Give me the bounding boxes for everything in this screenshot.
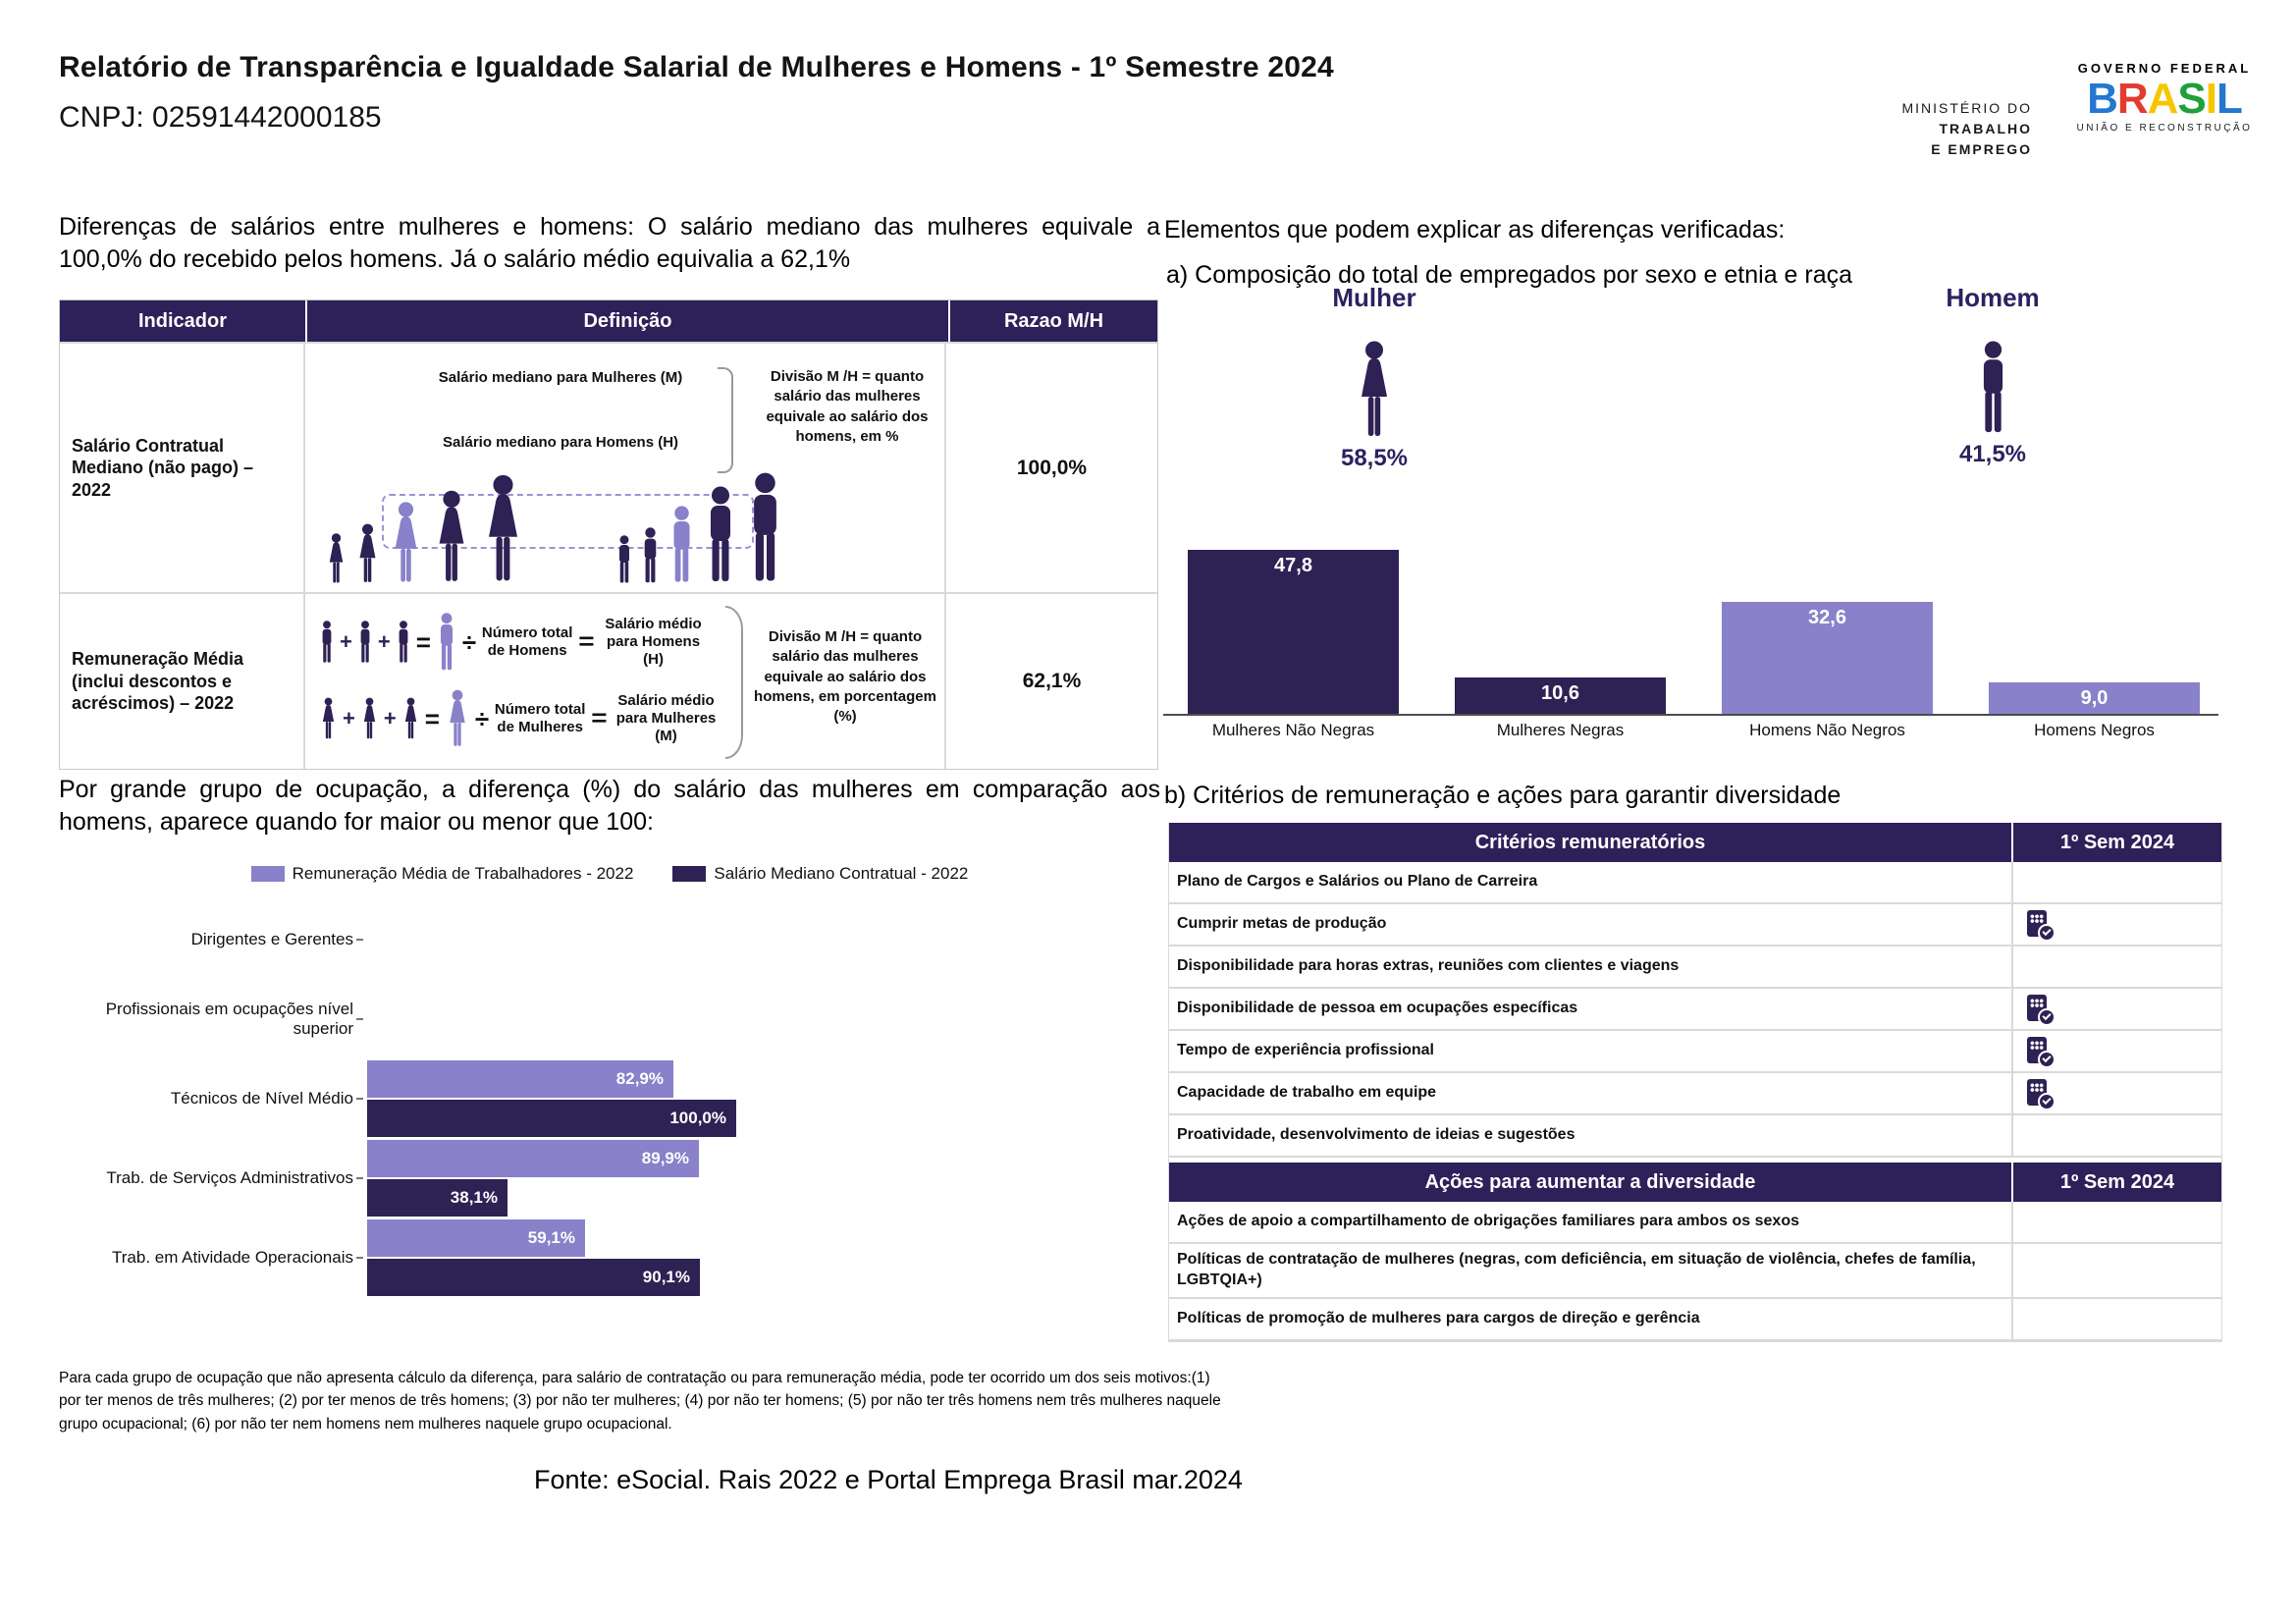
man-icon — [1976, 341, 2010, 435]
plus-operator: + — [383, 706, 397, 730]
ratio-value: 100,0% — [1016, 456, 1088, 479]
mulher-summary — [1296, 283, 1453, 472]
legend-item-remuneracao — [251, 864, 634, 884]
mulher-percentage: 58,5% — [1340, 445, 1409, 471]
bar — [367, 1259, 700, 1296]
homem-percentage: 41,5% — [1958, 441, 2027, 467]
governo-federal-label: GOVERNO FEDERAL — [2077, 61, 2252, 76]
man-icon — [319, 621, 335, 664]
bar — [1722, 602, 1933, 714]
axis-tick — [356, 1177, 363, 1179]
bar — [367, 1140, 699, 1177]
ministry-line: E EMPREGO — [1931, 141, 2032, 157]
divide-operator: ÷ — [474, 703, 490, 733]
occupation-bar-chart — [59, 899, 1160, 1297]
ministry-line: MINISTÉRIO DO — [1901, 100, 2032, 116]
formula-men — [319, 604, 731, 680]
woman-icon — [319, 697, 338, 740]
building-check-icon — [2027, 1037, 2055, 1066]
formula-label: Salário médio para Mulheres (M) — [615, 692, 717, 744]
formula-women — [319, 680, 731, 757]
brasil-letter: A — [2147, 75, 2178, 123]
building-check-icon — [2027, 910, 2055, 940]
definition-note: Divisão M /H = quanto salário das mulheres equivale ao salário dos homens, em porcentagem (%) — [754, 628, 936, 725]
man-icon — [640, 527, 661, 584]
occupation-row — [59, 1058, 1160, 1138]
composition-chart-axis — [1163, 714, 2218, 716]
men-pictogram — [357, 621, 373, 664]
criterios-row-label: Cumprir metas de produção — [1169, 904, 2013, 945]
source-line: Fonte: eSocial. Rais 2022 e Portal Emprega Brasil mar.2024 — [534, 1465, 1243, 1494]
criterios-row — [1169, 1073, 2221, 1115]
criterios-period-label: 1º Sem 2024 — [2059, 832, 2175, 853]
acoes-row — [1169, 1299, 2221, 1341]
occupation-row — [59, 1138, 1160, 1217]
bar — [1188, 550, 1399, 714]
bar — [1989, 682, 2200, 714]
population-pictogram — [325, 472, 785, 584]
table-row-salario-mediano — [60, 342, 1157, 592]
bar-value-label: 38,1% — [450, 1187, 498, 1207]
equals-operator: = — [591, 705, 608, 731]
occupation-category-label: Trab. de Serviços Administrativos — [106, 1167, 353, 1187]
occupation-row — [59, 899, 1160, 979]
indicator-table — [59, 299, 1158, 770]
criterios-table-header — [1169, 823, 2221, 862]
woman-highlight-pictogram — [445, 689, 470, 748]
divide-operator: ÷ — [461, 626, 477, 657]
definition-cell — [305, 344, 946, 592]
legend-swatch-light — [251, 866, 285, 882]
axis-tick — [356, 939, 363, 941]
criterios-header-label: Critérios remuneratórios — [1169, 823, 2013, 862]
composition-bar-column — [1188, 547, 1399, 714]
occupation-category-label: Profissionais em ocupações nível superior — [105, 999, 353, 1038]
man-icon — [667, 506, 696, 584]
brasil-letter: I — [2205, 75, 2217, 123]
composition-chart-categories — [1188, 721, 2200, 740]
legend-label: Salário Mediano Contratual - 2022 — [714, 864, 969, 883]
table-row-remuneracao-media — [60, 592, 1157, 769]
man-icon — [396, 621, 411, 664]
women-pictogram — [360, 697, 379, 740]
occupation-legend — [59, 864, 1160, 884]
bar-value-label: 90,1% — [642, 1267, 690, 1286]
building-check-icon — [2027, 1079, 2055, 1109]
composition-bar-column — [1989, 547, 2200, 714]
criterios-row-label: Capacidade de trabalho em equipe — [1169, 1073, 2013, 1113]
bar-value-label: 32,6 — [1808, 607, 1846, 628]
occupation-bar-pair — [367, 1140, 1160, 1217]
bar-value-label: 82,9% — [615, 1068, 664, 1088]
man-icon — [436, 613, 457, 672]
composition-bar-chart — [1188, 547, 2200, 714]
occupation-bar-pair — [367, 1219, 1160, 1296]
section-b-heading: b) Critérios de remuneração e ações para garantir diversidade — [1164, 782, 1842, 809]
indicator-label: Salário Contratual Mediano (não pago) – 2022 — [60, 344, 305, 592]
occupation-row — [59, 979, 1160, 1058]
building-check-icon — [2027, 995, 2055, 1024]
occupation-category-label: Dirigentes e Gerentes — [190, 929, 353, 948]
man-icon-large — [1914, 341, 2071, 435]
equals-operator: = — [424, 703, 440, 733]
men-pictogram — [319, 621, 335, 664]
footnote-text: Para cada grupo de ocupação que não apresenta cálculo da diferença, para salário de contratação ou para remuneração média, pode ter ocorrido um dos seis motivos:(1) por ter menos de três mulheres; (2) por ter menos de três homens; (3) por não ter mulheres; (4) por não ter homens; (5) por não ter três homens nem três mulheres naquele grupo ocupacional; (6) por não ter nem homens nem mulheres naquele grupo ocupacional. — [59, 1370, 1221, 1433]
acoes-row-label: Políticas de promoção de mulheres para cargos de direção e gerência — [1169, 1299, 2013, 1339]
column-header-indicador: Indicador — [60, 300, 307, 342]
category-label: Homens Não Negros — [1749, 721, 1905, 739]
woman-icon — [354, 523, 381, 584]
criterios-row — [1169, 1115, 2221, 1158]
woman-icon — [325, 533, 347, 584]
acoes-row-label: Ações de apoio a compartilhamento de obrigações familiares para ambos os sexos — [1169, 1202, 2013, 1242]
woman-icon — [360, 697, 379, 740]
definition-line: Salário mediano para Homens (H) — [442, 434, 679, 451]
bar-value-label: 89,9% — [641, 1148, 689, 1167]
women-pictogram — [319, 697, 338, 740]
occupation-category-label: Técnicos de Nível Médio — [170, 1088, 353, 1108]
homem-label: Homem — [1946, 283, 2040, 312]
indicator-table-header — [60, 300, 1157, 342]
woman-icon — [445, 689, 470, 748]
axis-tick — [356, 1018, 363, 1020]
woman-icon — [479, 474, 527, 584]
report-cnpj: CNPJ: 02591442000185 — [59, 101, 382, 134]
criterios-table — [1168, 823, 2222, 1342]
criterios-row — [1169, 989, 2221, 1031]
plus-operator: + — [343, 706, 355, 730]
woman-icon — [401, 697, 420, 740]
formula-label: Número total de Mulheres — [494, 701, 586, 735]
brasil-letter: L — [2216, 75, 2242, 123]
elements-heading: Elementos que podem explicar as diferenças verificadas: — [1164, 216, 1786, 243]
criterios-row-label: Disponibilidade para horas extras, reuniões com clientes e viagens — [1169, 947, 2013, 987]
ministry-logo — [1826, 98, 2032, 160]
occupation-row — [59, 1217, 1160, 1297]
uniao-reconstrucao-label: UNIÃO E RECONSTRUÇÃO — [2076, 123, 2253, 134]
category-label: Homens Negros — [2034, 721, 2155, 739]
indicator-label: Remuneração Média (inclui descontos e acréscimos) – 2022 — [60, 594, 305, 769]
bar — [1455, 677, 1666, 714]
occupation-category-label: Trab. em Atividade Operacionais — [112, 1247, 353, 1267]
acoes-row — [1169, 1202, 2221, 1244]
ratio-value: 62,1% — [1022, 670, 1082, 692]
category-label: Mulheres Negras — [1496, 721, 1625, 739]
bar-value-label: 9,0 — [2080, 687, 2109, 709]
occupation-heading: Por grande grupo de ocupação, a diferença (%) do salário das mulheres em comparação aos homens, aparece quando for maior ou menor que 100: — [59, 776, 1160, 836]
bar — [367, 1179, 507, 1217]
bar — [367, 1219, 585, 1257]
man-icon — [703, 486, 738, 584]
category-label: Mulheres Não Negras — [1211, 721, 1375, 739]
brasil-logo — [2052, 61, 2277, 134]
intro-paragraph: Diferenças de salários entre mulheres e homens: O salário mediano das mulheres equivale a 100,0% do recebido pelos homens. Já o salário médio equivalia a 62,1% — [59, 213, 1160, 273]
formula-label: Salário médio para Homens (H) — [605, 616, 702, 668]
report-title: Relatório de Transparência e Igualdade Salarial de Mulheres e Homens - 1º Semestre 2024 — [59, 51, 1334, 83]
brasil-wordmark — [2052, 75, 2277, 123]
plus-operator: + — [340, 629, 352, 654]
axis-tick — [356, 1257, 363, 1259]
composition-bar-column — [1722, 547, 1933, 714]
acoes-row — [1169, 1244, 2221, 1299]
occupation-bar-pair — [367, 1060, 1160, 1137]
woman-icon-large — [1296, 341, 1453, 439]
bracket-shape — [725, 606, 743, 759]
brasil-letter: R — [2116, 75, 2148, 123]
average-formula — [319, 604, 731, 757]
criterios-row-label: Proatividade, desenvolvimento de ideias e sugestões — [1169, 1115, 2013, 1156]
bracket-shape — [718, 367, 733, 473]
legend-label: Remuneração Média de Trabalhadores - 2022 — [292, 864, 634, 883]
criterios-row — [1169, 904, 2221, 947]
criterios-row-label: Plano de Cargos e Salários ou Plano de Carreira — [1169, 862, 2013, 902]
column-header-definicao: Definição — [307, 300, 950, 342]
man-icon — [615, 535, 633, 584]
axis-tick — [356, 1098, 363, 1100]
equals-operator: = — [578, 628, 595, 655]
acoes-header-label: Ações para aumentar a diversidade — [1169, 1163, 2013, 1202]
woman-icon — [1353, 341, 1396, 439]
men-pictogram — [396, 621, 411, 664]
man-highlight-pictogram — [436, 613, 457, 672]
legend-item-mediano — [672, 864, 968, 884]
criterios-row — [1169, 862, 2221, 904]
formula-label: Número total de Homens — [481, 624, 573, 659]
bar-value-label: 59,1% — [527, 1227, 575, 1247]
bar-value-label: 100,0% — [669, 1108, 726, 1127]
criterios-row — [1169, 947, 2221, 989]
brasil-letter: S — [2177, 75, 2206, 123]
ministry-line: TRABALHO — [1939, 121, 2032, 136]
plus-operator: + — [377, 629, 391, 654]
woman-icon — [431, 490, 472, 584]
definition-cell — [305, 594, 946, 769]
brasil-letter: B — [2087, 75, 2117, 123]
definition-line: Salário mediano para Mulheres (M) — [438, 369, 683, 386]
bar — [367, 1060, 673, 1098]
bar — [367, 1100, 736, 1137]
acoes-period-label: 1º Sem 2024 — [2059, 1171, 2175, 1193]
bar-value-label: 47,8 — [1274, 555, 1312, 576]
criterios-row-label: Disponibilidade de pessoa em ocupações específicas — [1169, 989, 2013, 1029]
women-pictogram — [401, 697, 420, 740]
homem-summary — [1914, 283, 2071, 468]
criterios-row-label: Tempo de experiência profissional — [1169, 1031, 2013, 1071]
woman-icon — [388, 502, 424, 584]
acoes-row-label: Políticas de contratação de mulheres (negras, com deficiência, em situação de violência, chefes de família, LGBTQIA+) — [1169, 1244, 2013, 1297]
definition-note: Divisão M /H = quanto salário das mulheres equivale ao salário dos homens, em % — [766, 368, 929, 445]
legend-swatch-dark — [672, 866, 706, 882]
equals-operator: = — [415, 626, 431, 657]
acoes-table-header — [1169, 1163, 2221, 1202]
section-a-heading: a) Composição do total de empregados por sexo e etnia e raça — [1166, 261, 1853, 289]
bar-value-label: 10,6 — [1541, 682, 1579, 704]
column-header-razao: Razao M/H — [1003, 310, 1104, 332]
criterios-row — [1169, 1031, 2221, 1073]
man-icon — [357, 621, 373, 664]
composition-bar-column — [1455, 547, 1666, 714]
mulher-label: Mulher — [1332, 283, 1416, 312]
man-icon — [745, 472, 785, 584]
